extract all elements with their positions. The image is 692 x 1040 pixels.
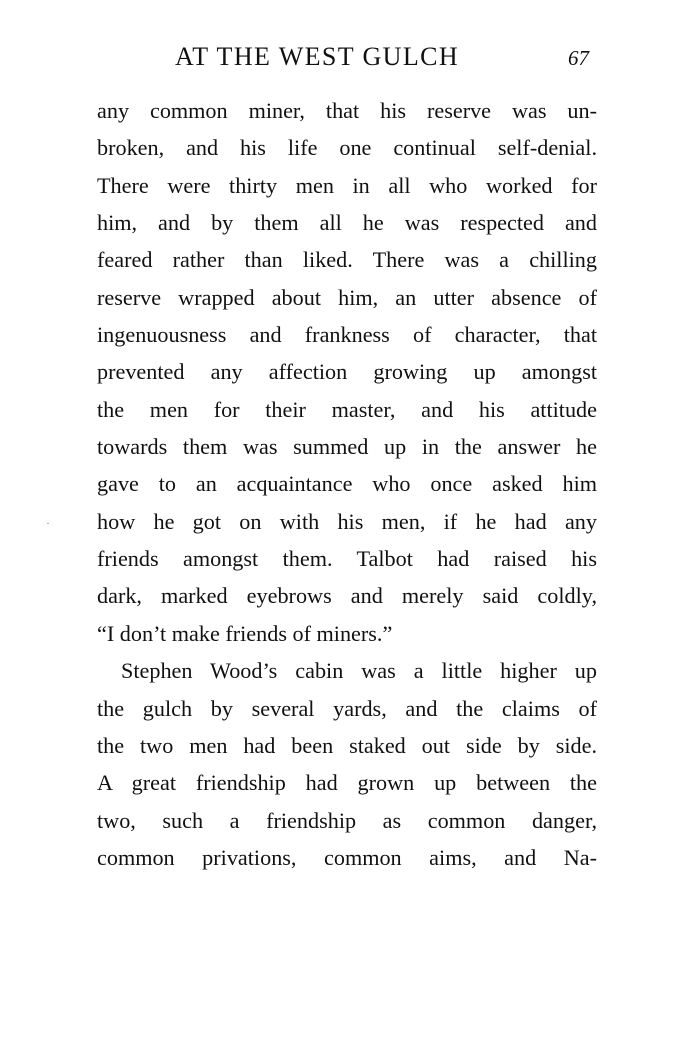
running-head — [0, 40, 692, 80]
text-line: any common miner, that his reserve was un- — [97, 98, 597, 123]
text-line: There were thirty men in all who worked for — [97, 172, 597, 198]
text-line: ingenuousness and frankness of character, that — [97, 322, 597, 348]
running-head-title: AT THE WEST GULCH — [175, 42, 460, 71]
text-line: friends amongst them. Talbot had raised his — [97, 546, 597, 572]
text-line: two, such a friendship as common danger, — [97, 807, 597, 833]
text-line: reserve wrapped about him, an utter absence of — [97, 284, 597, 310]
text-line: him, and by them all he was respected and — [97, 210, 597, 236]
text-line: broken, and his life one continual self-denial. — [97, 135, 597, 161]
text-line: gave to an acquaintance who once asked him — [97, 471, 597, 497]
text-line: Stephen Wood’s cabin was a little higher up — [121, 658, 597, 684]
text-line: how he got on with his men, if he had any — [97, 508, 597, 534]
text-line: towards them was summed up in the answer he — [97, 434, 597, 460]
text-line: feared rather than liked. There was a chilling — [97, 247, 597, 273]
text-line: dark, marked eyebrows and merely said coldly, — [97, 583, 597, 609]
page-number: 67 — [568, 46, 589, 70]
text-line: the gulch by several yards, and the claims of — [97, 695, 597, 721]
margin-speck — [47, 523, 49, 524]
text-line: A great friendship had grown up between the — [97, 770, 597, 796]
text-line: common privations, common aims, and Na- — [97, 844, 597, 870]
text-line: prevented any affection growing up amongst — [97, 359, 597, 385]
text-line: the two men had been staked out side by side. — [97, 732, 597, 758]
paragraph-2 — [97, 652, 597, 876]
paragraph-1 — [97, 92, 597, 652]
body-text — [97, 92, 597, 876]
text-line: the men for their master, and his attitude — [97, 396, 597, 422]
text-line: “I don’t make friends of miners.” — [97, 620, 393, 646]
